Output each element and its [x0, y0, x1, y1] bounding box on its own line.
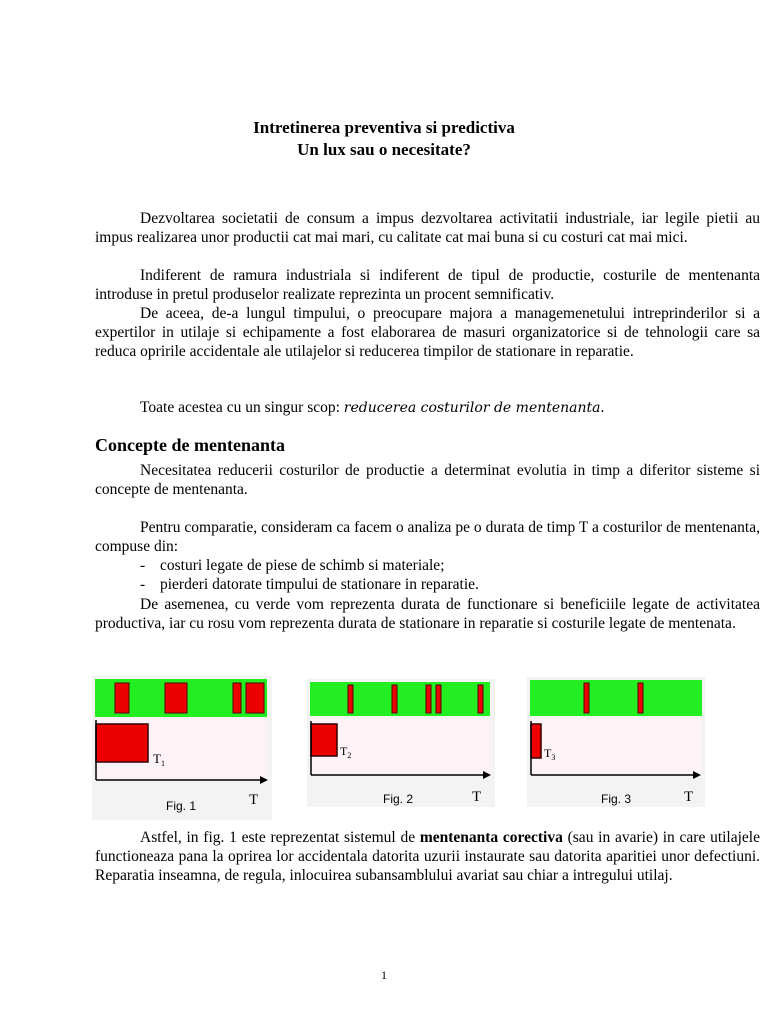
fig-1-t-label: $T_1$: [153, 751, 165, 768]
fig-2-downtime-2: [392, 685, 397, 713]
section-paragraph-3: [95, 595, 760, 633]
section-heading: Concepte de mentenanta: [95, 435, 285, 455]
title-line-2: Un lux sau o necesitate?: [297, 140, 471, 159]
fig-3-axis-label: T: [684, 789, 694, 805]
fig-1-cost-bar: [96, 724, 148, 762]
closing-bold-term: mentenanta corectiva: [419, 829, 563, 846]
closing-paragraph: [95, 828, 760, 886]
closing-rest: (sau in avarie) in care utilajele functioneaza pana la oprirea lor accidentala datorita uzurii instaurate sau datorita aparitiei unor defectiuni. Reparatia inseamna, de regula, inlocuirea subansamblului avariat sau chiar a intregului utilaj.: [95, 829, 760, 885]
fig-1-downtime-1: [115, 683, 129, 713]
intro-p3-text: De aceea, de-a lungul timpului, o preocupare majora a managemenetului intreprinderilor si a expertilor in utilaje si echipamente a fost elaborarea de masuri organizatorice si de tehnologii care sa reduca opririle accidentale ale utilajelor si reducerea timpilor de stationare in reparatie.: [95, 305, 760, 361]
fig-1-downtime-3: [233, 683, 241, 713]
bullet-1: [140, 556, 445, 575]
fig-3-caption: Fig. 3: [601, 792, 632, 806]
page-number: 1: [381, 968, 387, 982]
section-p1-text: Necesitatea reducerii costurilor de productie a determinat evolutia in timp a diferitor sisteme si concepte de mentenanta.: [95, 462, 760, 499]
title-line-1: Intretinerea preventiva si predictiva: [253, 118, 515, 137]
bullet-2-dash: -: [140, 576, 146, 593]
figure-1: [92, 676, 272, 820]
fig-2-cost-bar: [311, 724, 337, 756]
section-p2-text: Pentru comparatie, consideram ca facem o analiza pe o durata de timp T a costurilor de mentenanta, compuse din:: [95, 519, 760, 556]
fig-2-downtime-3: [426, 685, 431, 713]
fig-3-t-label: $T_3$: [544, 746, 556, 762]
intro-paragraph-3: [95, 304, 760, 362]
closing-lead: Astfel, in fig. 1 este reprezentat sistemul de: [140, 829, 420, 846]
section-p3-text: De asemenea, cu verde vom reprezenta durata de functionare si beneficiile legate de activitatea productiva, iar cu rosu vom reprezenta durata de stationare in reparatie si costurile legate de mentenata.: [95, 596, 760, 633]
fig-2-downtime-4: [436, 685, 441, 713]
intro-paragraph-4: [95, 398, 760, 418]
fig-3-cost-bar: [531, 724, 541, 758]
fig-1-downtime-4: [246, 683, 264, 713]
fig-1-downtime-2: [165, 683, 187, 713]
fig-3-operation-bar: [530, 680, 702, 716]
bullet-2-text: pierderi datorate timpului de stationare in reparatie.: [160, 576, 479, 593]
intro-p1-text: Dezvoltarea societatii de consum a impus dezvoltarea activitatii industriale, iar legile pietii au impus realizarea unor productii cat mai mari, cu calitate cat mai buna si cu costuri cat mai mici.: [95, 210, 760, 247]
bullet-2: [140, 575, 479, 594]
figure-3: [527, 677, 705, 807]
section-paragraph-1: [95, 461, 760, 499]
intro-paragraph-1: [95, 209, 760, 247]
fig-3-cost-area: [530, 719, 702, 775]
fig-1-caption: Fig. 1: [166, 799, 197, 813]
figure-2: [307, 679, 495, 807]
bullet-1-dash: -: [140, 557, 146, 574]
fig-2-t-label: $T_2$: [340, 744, 352, 760]
bullet-1-text: costuri legate de piese de schimb si materiale;: [160, 557, 445, 574]
intro-paragraph-2: [95, 266, 760, 304]
section-paragraph-2: [95, 518, 760, 556]
fig-3-downtime-1: [584, 683, 589, 713]
fig-2-axis-label: T: [472, 789, 482, 805]
fig-2-downtime-5: [478, 685, 483, 713]
intro-p4-emphasis: reducerea costurilor de mentenanta: [343, 400, 601, 416]
intro-p2-text: Indiferent de ramura industriala si indiferent de tipul de productie, costurile de mentenanta introduse in pretul produselor realizate reprezinta un procent semnificativ.: [95, 267, 760, 304]
intro-p4-lead: Toate acestea cu un singur scop:: [140, 399, 344, 416]
fig-3-downtime-2: [638, 683, 643, 713]
fig-2-operation-bar: [310, 682, 490, 716]
fig-2-caption: Fig. 2: [383, 792, 414, 806]
intro-p4-end: .: [600, 399, 605, 416]
fig-2-downtime-1: [348, 685, 353, 713]
fig-1-axis-label: T: [249, 792, 259, 808]
